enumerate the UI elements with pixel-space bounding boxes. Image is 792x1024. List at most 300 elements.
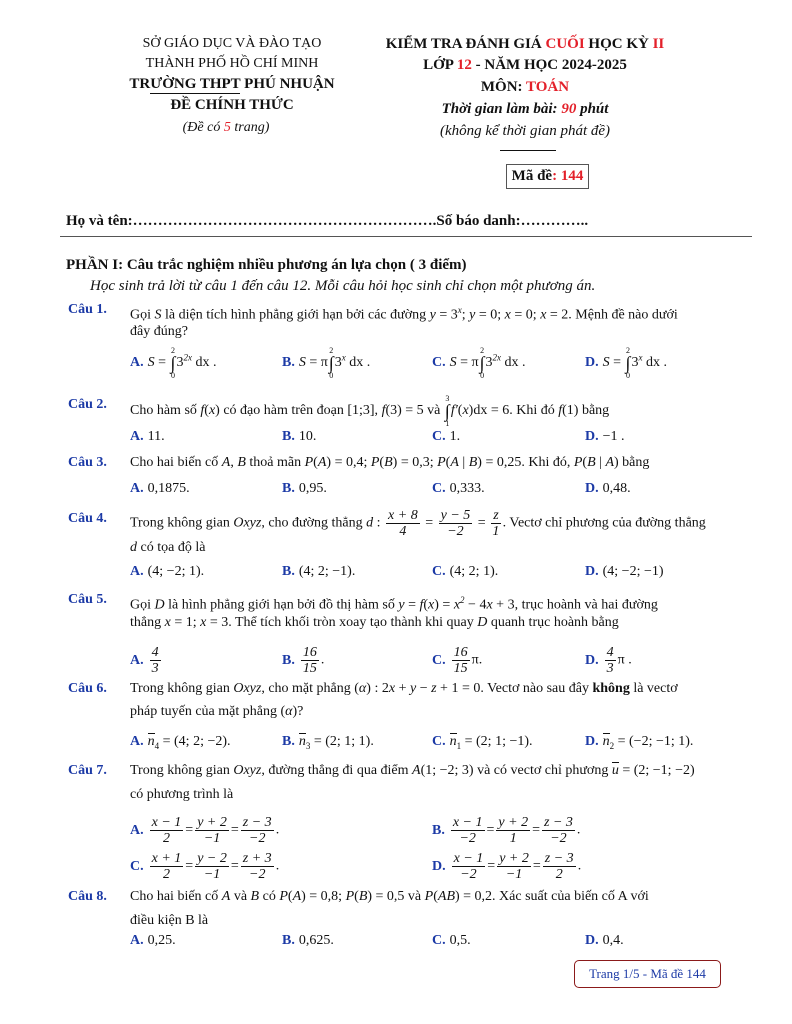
question-text (130, 394, 752, 428)
text-run: )? (292, 704, 304, 719)
math-symbol: S (298, 355, 306, 371)
integral-sign (329, 346, 334, 380)
math-symbol: α (285, 704, 293, 719)
exam-title (386, 36, 665, 53)
text-run: . (320, 652, 325, 668)
text-run: là hình phẳng giới hạn bởi đồ thị hàm số (164, 597, 399, 613)
math-symbol: f (381, 403, 386, 419)
answer-option[interactable] (432, 731, 533, 753)
text-run: điều kiện B là (130, 913, 209, 928)
page-footer: Trang 1/5 - Mã đề 144 (574, 960, 721, 988)
math-symbol: B (384, 455, 393, 470)
text-run: 1. (449, 429, 461, 444)
text-run: ; (461, 307, 470, 323)
text-run: Gọi (130, 597, 155, 613)
question-text (130, 760, 752, 782)
question-text (130, 299, 752, 321)
answer-option[interactable] (432, 426, 460, 448)
text-run: = (2; −1; −2) (618, 763, 695, 778)
text-run: . (275, 858, 280, 874)
text-run: , cho đường thẳng (261, 515, 367, 531)
text-run: Cho hai biến cố (130, 889, 222, 904)
option-key: C. (432, 734, 446, 749)
exam-title-c: HỌC KỲ (584, 36, 653, 52)
vector-index: 1 (456, 740, 462, 751)
math-symbol: P (279, 889, 288, 904)
text-run: (1; −2; 3) và có vectơ chỉ phương (420, 763, 612, 778)
math-symbol: A (292, 889, 302, 904)
numerator: 4 (151, 645, 159, 660)
exponent: x (638, 352, 643, 363)
lower-limit: 1 (445, 419, 450, 428)
option-key: C. (432, 481, 446, 496)
answer-option[interactable] (130, 645, 163, 676)
answer-option[interactable] (282, 561, 355, 583)
answer-option[interactable] (585, 930, 624, 952)
answer-option[interactable] (432, 346, 526, 380)
denominator: −1 (505, 867, 523, 882)
denominator: −2 (249, 867, 266, 882)
text-run: (4; −2; −1) (602, 564, 664, 579)
question-label: Câu 2. (68, 397, 107, 412)
upper-limit: 3 (445, 394, 450, 403)
text-run: , đường thẳng đi qua điểm (261, 763, 413, 778)
math-symbol: d (366, 515, 374, 531)
text-run: 0,5. (449, 933, 471, 948)
math-symbol: B (468, 455, 478, 470)
integral-sign (445, 394, 450, 428)
text-run: = (2; 1; 1). (310, 734, 374, 749)
math-symbol: S (449, 355, 457, 371)
vector: n (148, 731, 155, 753)
text-run: 0,25. (147, 933, 176, 948)
fraction (451, 815, 485, 846)
denominator: −1 (203, 867, 221, 882)
text-run: 3 (631, 355, 639, 371)
denominator: 3 (151, 661, 159, 676)
text-run: ( (204, 403, 209, 419)
question-text (130, 701, 752, 723)
question-text (130, 321, 752, 343)
text-run: có (259, 889, 280, 904)
subject (481, 79, 569, 96)
answer-option[interactable] (282, 645, 325, 676)
text-run: = (230, 858, 239, 874)
text-run: 0,333. (449, 481, 485, 496)
math-symbol: Oxyz (233, 681, 262, 696)
option-key: B. (282, 933, 295, 948)
math-symbol: α (358, 681, 367, 696)
text-run: = (4; 2; −2). (159, 734, 231, 749)
answer-option[interactable] (585, 478, 631, 500)
page-count-prefix: (Đề có (182, 120, 224, 135)
text-run: ) = 0,8; (301, 889, 346, 904)
text-run: = (609, 355, 625, 371)
math-symbol: P (573, 455, 583, 470)
numerator: 4 (606, 645, 614, 660)
fraction (491, 508, 500, 539)
question-text (130, 537, 752, 559)
option-key: B. (282, 652, 295, 668)
option-key: A. (130, 822, 144, 838)
text-run: Trong không gian (130, 681, 234, 696)
subject-value: TOÁN (526, 79, 570, 95)
text-run: = (532, 822, 540, 838)
math-symbol: P (437, 455, 446, 470)
answer-option[interactable] (130, 561, 204, 583)
text-run: + (395, 681, 410, 696)
fraction (452, 851, 486, 882)
text-run: π. (471, 652, 483, 668)
denominator: 2 (162, 867, 170, 882)
exponent: x (457, 305, 462, 315)
text-run: = 3 (435, 307, 458, 323)
option-key: C. (432, 429, 446, 444)
question-text (130, 508, 752, 539)
upper-limit: 2 (480, 346, 485, 355)
option-key: D. (585, 429, 599, 444)
question-label: Câu 8. (68, 889, 107, 904)
city-name: THÀNH PHỐ HỒ CHÍ MINH (145, 56, 319, 71)
text-run: + 3, trục hoành và hai đường (492, 597, 658, 613)
math-symbol: y (469, 307, 476, 323)
option-key: D. (585, 652, 599, 668)
math-symbol: A (221, 455, 231, 470)
question-text (130, 452, 752, 474)
denominator: 3 (606, 661, 614, 676)
answer-option[interactable] (585, 561, 664, 583)
exam-title-d: II (652, 36, 665, 52)
text-run: (4; −2; 1). (147, 564, 205, 579)
question-label: Câu 5. (68, 592, 107, 607)
text-run: đây đúng? (130, 324, 188, 339)
part-title: PHẦN I: Câu trắc nghiệm nhiều phương án lựa chọn ( 3 điểm) (66, 257, 467, 273)
text-run: Cho hàm số (130, 403, 201, 419)
text-run: thoả mãn (245, 455, 305, 470)
option-key: D. (585, 355, 599, 371)
lower-limit: 0 (626, 371, 630, 380)
fraction (301, 645, 319, 676)
text-run: = 2. Mệnh đề nào dưới (546, 307, 678, 323)
numerator: x + 1 (151, 851, 182, 866)
text-run: ) bằng (614, 455, 650, 470)
option-key: B. (282, 429, 295, 444)
answer-option[interactable] (282, 426, 316, 448)
math-symbol: P (345, 889, 355, 904)
answer-option[interactable] (130, 478, 190, 500)
answer-option[interactable] (585, 731, 693, 753)
exponent: 2x (492, 352, 502, 363)
option-key: B. (282, 564, 295, 579)
text-run: ) = 0,2. Xác suất của biến cố A với (455, 889, 649, 904)
answer-option[interactable] (432, 645, 483, 676)
text-run: 0,625. (298, 933, 334, 948)
question-text (130, 589, 752, 611)
math-symbol: A (412, 763, 421, 778)
upper-limit: 2 (626, 346, 630, 355)
text-run: = (474, 515, 490, 531)
option-key: A. (130, 481, 144, 496)
school-name: TRƯỜNG THPT PHÚ NHUẬN (129, 76, 335, 92)
fraction (150, 645, 161, 676)
page-count-note (183, 120, 270, 136)
fraction (542, 815, 575, 846)
fraction (150, 851, 184, 882)
math-symbol: f′ (450, 403, 458, 419)
text-run: 0,48. (602, 481, 631, 496)
text-run: = 1; (170, 615, 201, 630)
math-symbol: S (147, 355, 155, 371)
math-symbol: Oxyz (233, 515, 262, 531)
fraction (452, 645, 470, 676)
option-key: D. (432, 858, 446, 874)
math-symbol: A (605, 455, 615, 470)
math-symbol: D (154, 597, 165, 613)
text-run: Trong không gian (130, 515, 234, 531)
option-key: C. (130, 858, 144, 874)
vector: u (612, 760, 619, 782)
option-key: D. (585, 481, 599, 496)
answer-option[interactable] (432, 561, 498, 583)
math-symbol: A (317, 455, 327, 470)
text-run: ( (433, 889, 438, 904)
denominator: 2 (162, 831, 170, 846)
integral-symbol: ∫ (170, 353, 176, 373)
question-text (130, 612, 752, 634)
option-key: B. (282, 355, 295, 371)
text-run: + 1 = 0. Vectơ nào sau đây (436, 681, 593, 696)
integral-symbol: ∫ (444, 401, 450, 421)
text-run: | (458, 455, 469, 470)
text-run: = 3. Thể tích khối tròn xoay tạo thành khi quay (206, 615, 478, 630)
text-run: − 4 (464, 597, 487, 613)
vector: n (450, 731, 457, 753)
text-run: có phương trình là (130, 787, 234, 802)
answer-option[interactable] (130, 851, 280, 882)
integral-symbol: ∫ (625, 353, 631, 373)
answer-option[interactable] (130, 426, 165, 448)
math-symbol: x (486, 597, 493, 613)
math-symbol: f (419, 597, 424, 613)
question-label: Câu 1. (68, 302, 107, 317)
text-run: và (230, 889, 251, 904)
lower-limit: 0 (329, 371, 334, 380)
text-run: − (416, 681, 432, 696)
page-count-suffix: trang) (230, 120, 270, 135)
denominator: −2 (460, 867, 477, 882)
upper-limit: 2 (329, 346, 334, 355)
text-run: ( (445, 455, 451, 470)
text-run: . (577, 858, 582, 874)
fraction (496, 815, 530, 846)
denominator: −2 (459, 831, 476, 846)
fraction (241, 815, 274, 846)
option-key: B. (282, 481, 295, 496)
answer-option[interactable] (585, 645, 632, 676)
option-key: B. (432, 822, 445, 838)
answer-option[interactable] (585, 346, 667, 380)
text-run: = (185, 822, 194, 838)
text-run: = (486, 822, 495, 838)
text-run: | (595, 455, 606, 470)
text-run: ( (313, 455, 318, 470)
text-run: dx . (191, 355, 217, 371)
vector: n (603, 731, 610, 753)
denominator: −1 (203, 831, 221, 846)
text-run: = 0; (475, 307, 505, 323)
answer-option[interactable] (130, 731, 231, 753)
math-symbol: x (200, 615, 207, 630)
vector: n (299, 731, 306, 753)
numerator: z + 3 (242, 851, 272, 866)
denominator: −2 (249, 831, 266, 846)
numerator: 16 (453, 645, 468, 660)
text-run: ( (423, 597, 429, 613)
question-text (130, 784, 752, 806)
numerator: x + 8 (388, 508, 418, 523)
answer-option[interactable] (432, 815, 581, 846)
answer-option[interactable] (130, 815, 280, 846)
text-run: 0,4. (602, 933, 624, 948)
answer-option[interactable] (282, 731, 374, 753)
text-run: 0,1875. (147, 481, 190, 496)
option-key: D. (585, 734, 599, 749)
answer-option[interactable] (432, 478, 485, 500)
math-symbol: P (304, 455, 314, 470)
text-run: Trong không gian (130, 763, 234, 778)
text-run: dx . (642, 355, 667, 371)
math-symbol: B (587, 455, 596, 470)
numerator: y + 2 (498, 815, 529, 830)
option-key: A. (130, 933, 144, 948)
option-key: C. (432, 933, 446, 948)
vector-index: 4 (154, 740, 160, 751)
fraction (241, 851, 274, 882)
text-run: = π (456, 355, 479, 371)
text-run: . (576, 822, 581, 838)
math-symbol: Oxyz (233, 763, 262, 778)
option-key: A. (130, 429, 144, 444)
grade-c: - NĂM HỌC 2024-2025 (471, 57, 627, 73)
math-symbol: x (388, 681, 396, 696)
option-key: C. (432, 652, 446, 668)
numerator: y + 2 (499, 851, 529, 866)
part-instruction: Học sinh trả lời từ câu 1 đến câu 12. Mỗi câu hỏi học sinh chỉ chọn một phương án. (90, 278, 596, 294)
denominator: −2 (447, 524, 464, 539)
math-symbol: B (250, 889, 260, 904)
integral-sign (480, 346, 485, 380)
answer-option[interactable] (432, 851, 582, 882)
math-symbol: f (558, 403, 563, 419)
denominator: −2 (550, 831, 567, 846)
subject-label: MÔN: (480, 79, 527, 95)
text-run: = (154, 355, 170, 371)
answer-option[interactable] (432, 930, 471, 952)
math-symbol: y (429, 307, 436, 323)
vector-index: 3 (305, 740, 311, 751)
numerator: z − 3 (242, 815, 272, 830)
school-underline (150, 93, 240, 94)
numerator: z − 3 (544, 815, 573, 830)
fraction (195, 851, 229, 882)
grade-year (423, 57, 627, 74)
answer-option[interactable] (130, 346, 217, 380)
answer-option[interactable] (282, 478, 327, 500)
emphasis: không (592, 681, 630, 696)
exam-code-label: Mã đề (511, 168, 553, 184)
text-run: dx . (345, 355, 371, 371)
denominator: 15 (453, 661, 468, 676)
text-run: : (373, 515, 385, 531)
time-limit (442, 101, 609, 118)
math-symbol: x (208, 403, 216, 419)
time-value: 90 (561, 101, 577, 117)
math-symbol: d (130, 540, 137, 555)
text-run: = (2; 1; −1). (461, 734, 533, 749)
math-symbol: A (221, 889, 231, 904)
question-label: Câu 7. (68, 763, 107, 778)
numerator: x − 1 (452, 815, 483, 830)
fraction (605, 645, 616, 676)
math-symbol: D (477, 615, 488, 630)
page-count: 5 (223, 120, 231, 135)
answer-option[interactable] (282, 930, 334, 952)
math-symbol: x (462, 403, 469, 419)
fraction (439, 508, 473, 539)
text-run: ( (582, 455, 588, 470)
text-run: = (404, 597, 420, 613)
official-label: ĐỀ CHÍNH THỨC (170, 97, 294, 113)
denominator: 15 (302, 661, 317, 676)
text-run: (1) bằng (562, 403, 610, 419)
math-symbol: f (200, 403, 205, 419)
question-label: Câu 3. (68, 455, 107, 470)
exam-title-a: KIỂM TRA ĐÁNH GIÁ (385, 36, 546, 52)
text-run: là vectơ (629, 681, 678, 696)
text-run: . (275, 822, 280, 838)
time-note: (không kể thời gian phát đề) (439, 123, 611, 139)
time-label: Thời gian làm bài: (441, 101, 562, 117)
numerator: y + 2 (197, 815, 227, 830)
department-name: SỞ GIÁO DỤC VÀ ĐÀO TẠO (142, 36, 322, 51)
text-run: (4; 2; 1). (449, 564, 499, 579)
option-key: A. (130, 564, 144, 579)
text-run: 11. (147, 429, 165, 444)
question-text (130, 886, 649, 908)
option-key: D. (585, 933, 599, 948)
numerator: y − 5 (440, 508, 471, 523)
question-label: Câu 4. (68, 511, 107, 526)
text-run: (3) = 5 và (385, 403, 444, 419)
math-symbol: x (428, 597, 435, 613)
student-info-line[interactable]: Họ và tên:…………………………………………………….Số báo danh:………….. (66, 213, 589, 229)
numerator: 16 (302, 645, 317, 660)
exam-code-box (506, 164, 589, 189)
math-symbol: A (450, 455, 459, 470)
vector-index: 2 (609, 740, 615, 751)
math-symbol: x (504, 307, 511, 323)
math-symbol: P (370, 455, 380, 470)
text-run: = (230, 822, 239, 838)
option-key: C. (432, 564, 446, 579)
answer-option[interactable] (282, 346, 371, 380)
answer-option[interactable] (130, 930, 176, 952)
grade-a: LỚP (423, 57, 457, 73)
math-symbol: S (602, 355, 610, 371)
exponent: 2 (460, 595, 465, 605)
answer-option[interactable] (585, 426, 625, 448)
question-text (130, 910, 208, 932)
